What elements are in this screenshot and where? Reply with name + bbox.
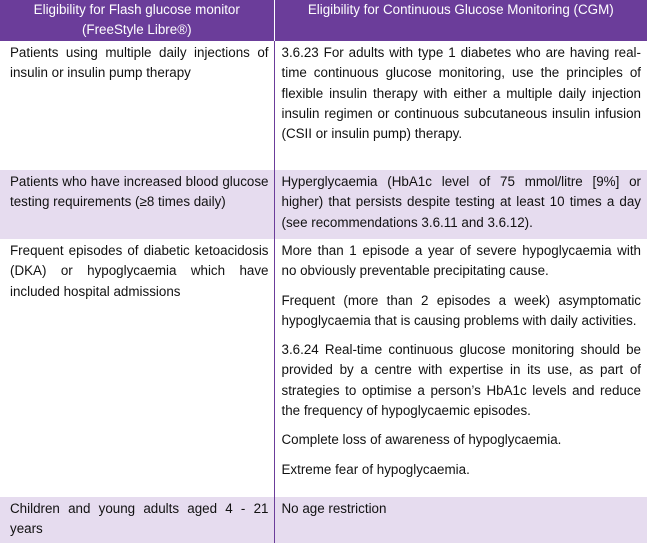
cgm-paragraph: 3.6.24 Real-time continuous glucose monitoring should be provided by a centre with expertise in its use, as part of strategies to optimise a person’s HbA1c levels and reduce the frequency of hypoglycaemic episodes. [281, 342, 641, 419]
flash-cell: Patients who have increased blood glucose testing requirements (≥8 times daily) [0, 170, 274, 239]
cgm-paragraph: 3.6.23 For adults with type 1 diabetes who are having real-time continuous glucose monitoring, use the principles of flexible insulin therapy with either a multiple daily injection insulin regimen or continuous subcutaneous insulin infusion (CSII or insulin pump) therapy. [281, 45, 641, 142]
cgm-cell [274, 41, 647, 170]
cgm-cell [274, 170, 647, 239]
flash-cell: Patients using multiple daily injections of insulin or insulin pump therapy [0, 41, 274, 170]
cgm-paragraph: Extreme fear of hypoglycaemia. [281, 461, 470, 477]
cgm-paragraph: Frequent (more than 2 episodes a week) asymptomatic hypoglycaemia that is causing problems with daily activities. [281, 292, 641, 328]
cgm-cell [274, 239, 647, 497]
header-flash: Eligibility for Flash glucose monitor (FreeStyle Libre®) [0, 0, 274, 41]
flash-cell: Frequent episodes of diabetic ketoacidosis (DKA) or hypoglycaemia which have included hospital admissions [0, 239, 274, 497]
table-row [0, 239, 647, 497]
flash-cell: Children and young adults aged 4 - 21 years [0, 497, 274, 543]
cgm-paragraph: Complete loss of awareness of hypoglycaemia. [281, 432, 562, 448]
table-row [0, 170, 647, 239]
table-row [0, 41, 647, 170]
cgm-paragraph: Hyperglycaemia (HbA1c level of 75 mmol/litre [9%] or higher) that persists despite testing at least 10 times a day (see recommendations 3.6.11 and 3.6.12). [281, 174, 641, 230]
header-cgm: Eligibility for Continuous Glucose Monitoring (CGM) [274, 0, 647, 41]
cgm-paragraph: No age restriction [281, 501, 387, 516]
header-row [0, 0, 647, 41]
cgm-cell [274, 497, 647, 543]
cgm-paragraph: More than 1 episode a year of severe hypoglycaemia with no obviously preventable precipitating cause. [281, 243, 641, 279]
table-row [0, 497, 647, 543]
